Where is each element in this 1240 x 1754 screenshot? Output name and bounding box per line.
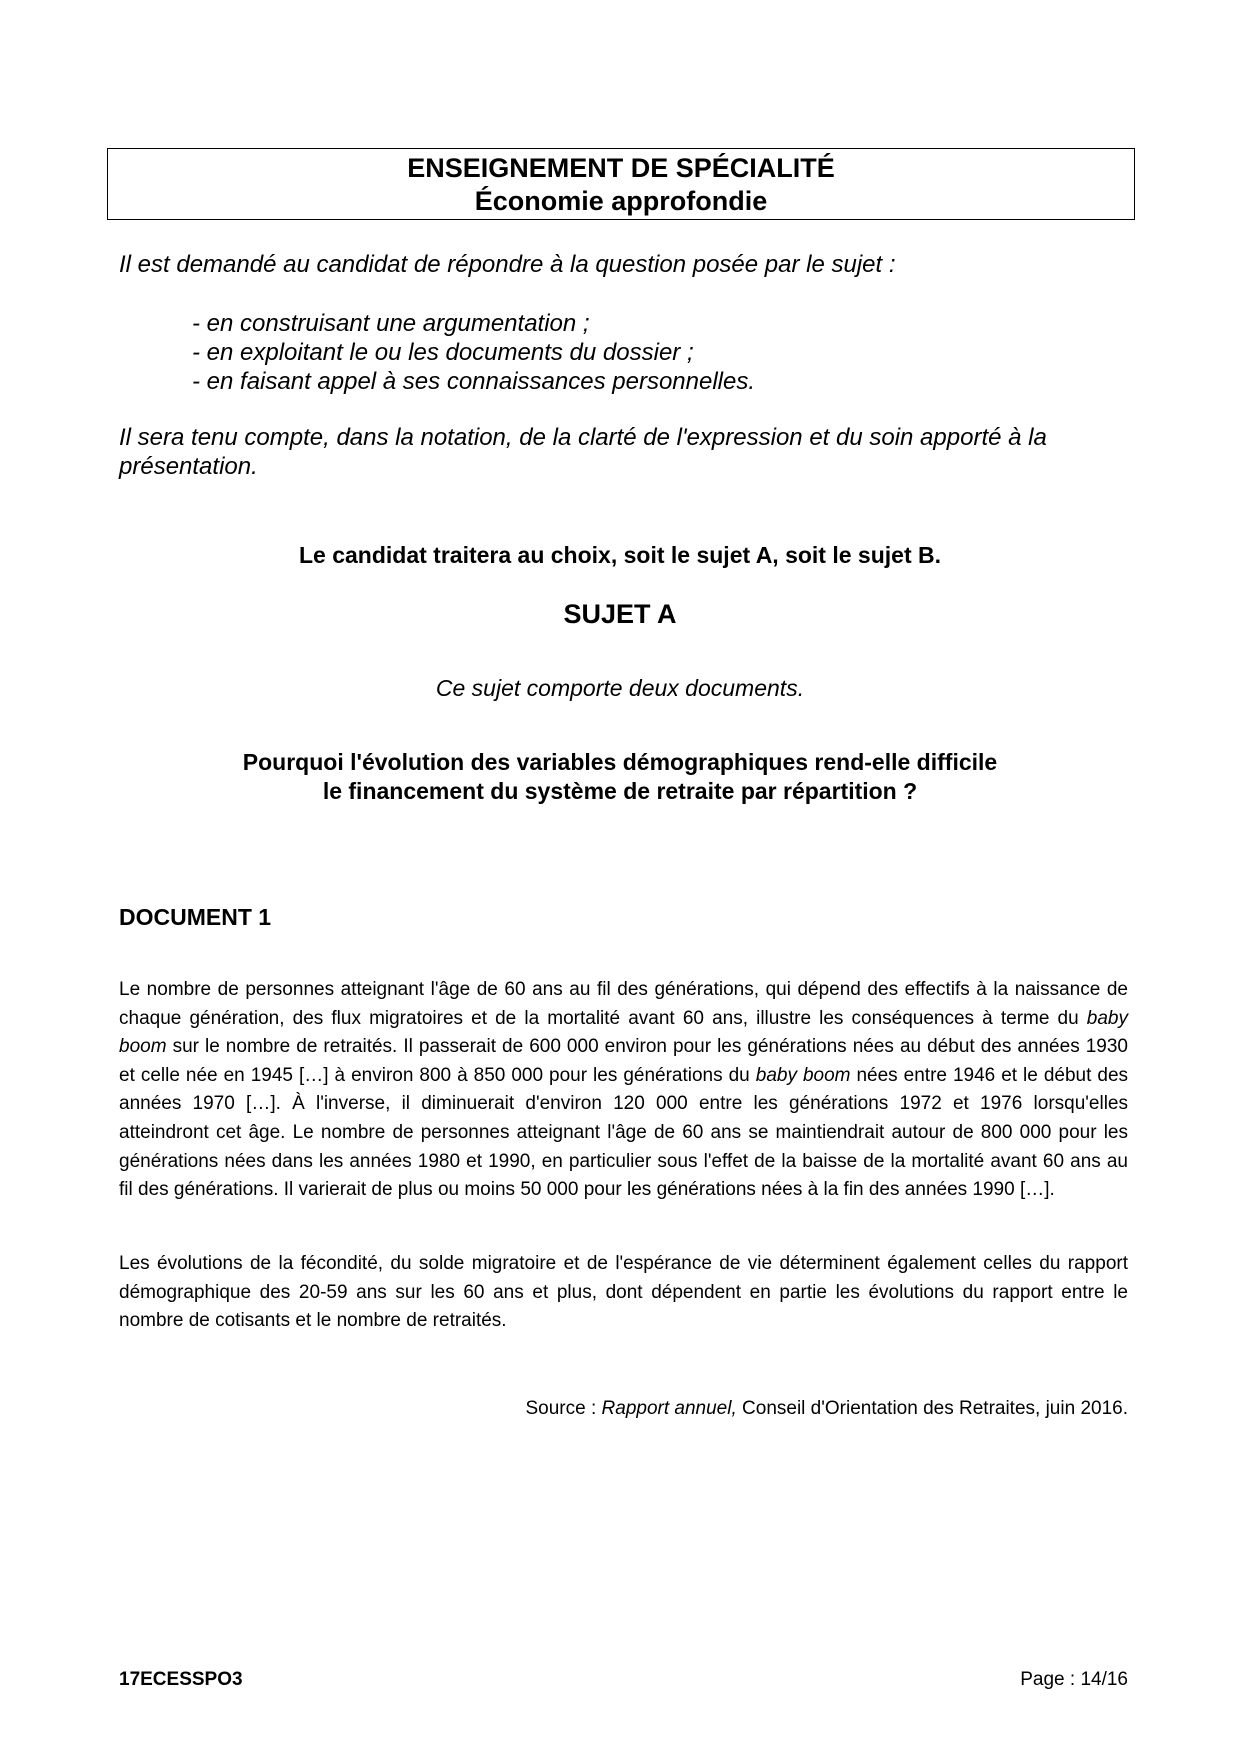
- paragraph-text: nées entre 1946 et le début des années 1970 […]. À l'inverse, il diminuerait d'environ 120 000 entre les générations 1972 et 1976 lorsqu'elles atteindront cet âge. Le nombre de personnes atteignant l'âge de 60 ans se maintiendrait autour de 800 000 pour les générations nées dans les années 1980 et 1990, en particulier sous l'effet de la baisse de la mortalité avant 60 ans au fil des générations. Il varierait de plus ou moins 50 000 pour les générations nées à la fin des années 1990 […].: [119, 1064, 1129, 1201]
- source-rest: Conseil d'Orientation des Retraites, juin 2016.: [736, 1398, 1128, 1419]
- question-line-1: Pourquoi l'évolution des variables démographiques rend-elle difficile: [242, 749, 998, 775]
- question-line-2: le financement du système de retraite par répartition ?: [322, 778, 918, 804]
- source-prefix: Source :: [525, 1398, 602, 1419]
- paragraph-italic-term: baby boom: [755, 1064, 851, 1086]
- document-paragraph-2: Les évolutions de la fécondité, du solde migratoire et de l'espérance de vie déterminent également celles du rapport démographique des 20-59 ans sur les 60 ans et plus, dont dépendent en partie les évolutions du rapport entre le nombre de cotisants et le nombre de retraités.: [119, 1253, 1128, 1332]
- paragraph-text: sur le nombre de retraités. Il passerait de 600 000 environ pour les générations nées au début des années 1930 et celle née en 1945 […] à environ 800 à 850 000 pour les générations du: [119, 1036, 1128, 1086]
- paragraph-italic-term: baby boom: [119, 1007, 1128, 1058]
- instructions-intro: Il est demandé au candidat de répondre à la question posée par le sujet :: [119, 251, 896, 278]
- header-title: ENSEIGNEMENT DE SPÉCIALITÉ: [407, 153, 835, 183]
- instruction-bullet: - en exploitant le ou les documents du dossier ;: [192, 339, 694, 366]
- sujet-question: [0, 748, 1240, 806]
- header-subtitle: Économie approfondie: [474, 186, 768, 216]
- sujet-title: SUJET A: [563, 599, 677, 629]
- specialty-header-box: [107, 148, 1135, 220]
- footer-page-number: Page : 14/16: [1020, 1669, 1128, 1690]
- paragraph-text: Le nombre de personnes atteignant l'âge de 60 ans au fil des générations, qui dépend des effectifs à la naissance de chaque génération, des flux migratoires et de la mortalité avant 60 ans, illustre les conséquences à terme du: [119, 979, 1128, 1029]
- instruction-bullet: - en construisant une argumentation ;: [192, 310, 590, 337]
- footer-exam-code: 17ECESSPO3: [119, 1669, 243, 1690]
- instructions-note: Il sera tenu compte, dans la notation, de la clarté de l'expression et du soin apporté à la présentation.: [119, 424, 1047, 480]
- instruction-bullet: - en faisant appel à ses connaissances personnelles.: [192, 368, 756, 395]
- document-paragraph-1: [119, 976, 1128, 1205]
- choice-statement: Le candidat traitera au choix, soit le sujet A, soit le sujet B.: [298, 542, 942, 568]
- sujet-description: Ce sujet comporte deux documents.: [435, 675, 805, 701]
- instructions-bullets: [192, 309, 755, 396]
- source-title: Rapport annuel,: [601, 1398, 737, 1419]
- document-title: DOCUMENT 1: [119, 904, 272, 930]
- document-source: [525, 1396, 1128, 1422]
